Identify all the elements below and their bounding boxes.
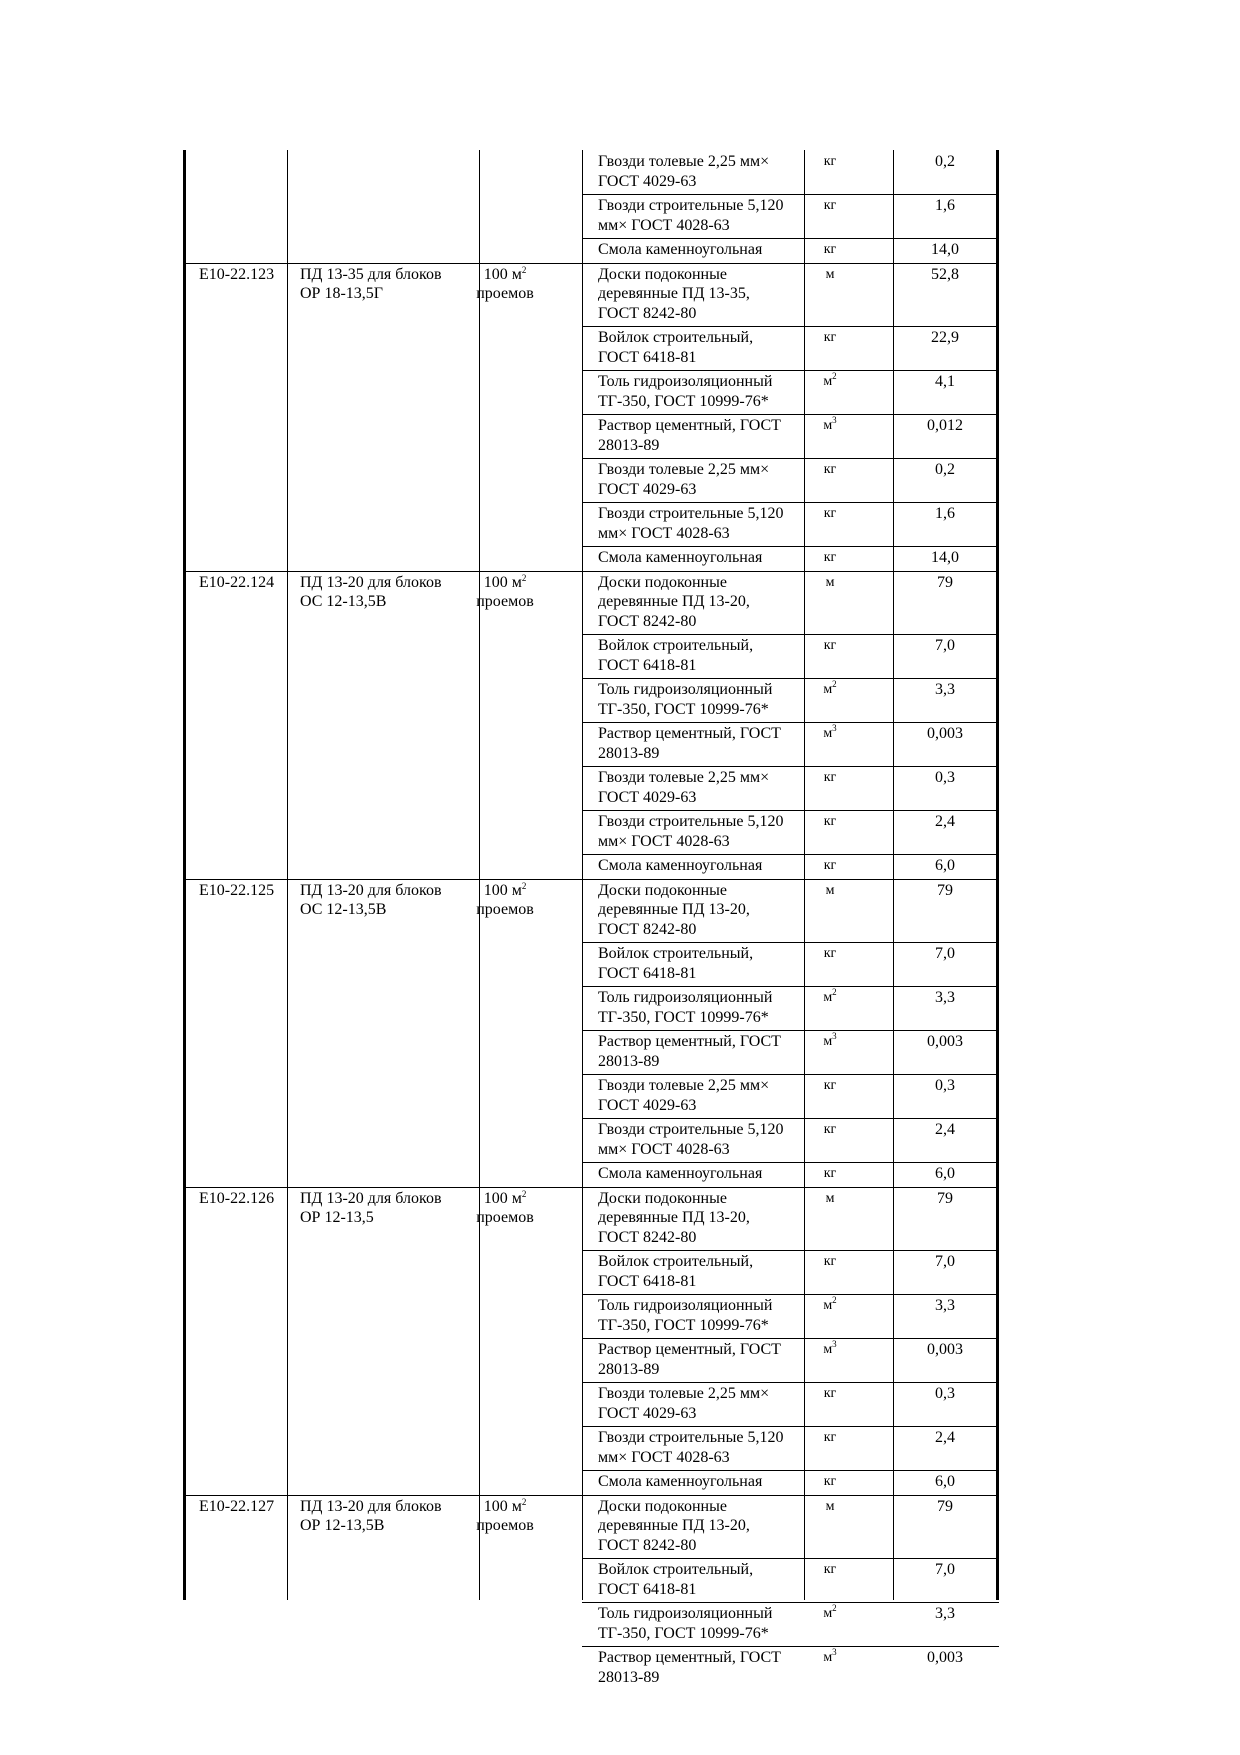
material-name-line: Толь гидроизоляционный [598, 373, 773, 390]
material-unit: кг [823, 946, 837, 961]
material-name-line: Доски подоконные [598, 881, 727, 899]
row-divider [582, 722, 999, 723]
material-name-line: Доски подоконные [598, 1497, 727, 1515]
item-name-line: ПД 13-20 для блоков [300, 1497, 442, 1515]
row-divider [582, 546, 999, 547]
material-name-line: ГОСТ 4029-63 [598, 1404, 697, 1422]
material-quantity: 3,3 [935, 1605, 955, 1622]
row-divider [582, 1426, 999, 1427]
material-unit: кг [823, 1078, 837, 1093]
item-name-line: ОР 12-13,5В [300, 1517, 385, 1534]
material-name-line: ГОСТ 8242-80 [598, 612, 697, 630]
material-unit: м [825, 266, 835, 282]
item-unit-word: проемов [476, 1209, 534, 1226]
material-unit: кг [823, 858, 837, 873]
row-divider [582, 238, 999, 239]
row-divider [582, 766, 999, 767]
material-quantity: 0,3 [935, 1385, 955, 1402]
material-quantity: 2,4 [935, 1429, 955, 1446]
material-quantity: 0,2 [935, 461, 955, 478]
material-quantity: 0,003 [927, 1649, 963, 1666]
material-name-line: Гвозди строительные 5,120 [598, 813, 784, 830]
material-name-line: ТГ-350, ГОСТ 10999-76* [598, 700, 769, 718]
material-quantity: 52,8 [931, 265, 959, 283]
material-name-line: Войлок строительный, [598, 637, 754, 654]
item-unit: 100 $м^2$ [483, 1496, 527, 1515]
material-name-line: Раствор цементный, ГОСТ [598, 1033, 781, 1050]
material-name-line: Доски подоконные [598, 1189, 727, 1207]
material-name-line: Войлок строительный, [598, 1253, 754, 1270]
material-unit: кг [823, 1254, 837, 1269]
material-unit: $м^2$ [823, 679, 837, 697]
material-unit: кг [823, 1430, 837, 1445]
material-quantity: 14,0 [931, 549, 959, 566]
row-divider [582, 1602, 999, 1603]
row-divider [582, 326, 999, 327]
material-name-line: ГОСТ 6418-81 [598, 656, 697, 674]
row-divider [582, 1162, 999, 1163]
material-name-line: Раствор цементный, ГОСТ [598, 1341, 781, 1358]
item-name-line: ОР 12-13,5 [300, 1209, 374, 1226]
item-name-line: ОС 12-13,5В [300, 593, 387, 610]
material-name-line: Доски подоконные [598, 573, 727, 591]
material-name-line: деревянные ПД 13-20, [598, 901, 750, 918]
material-name-line: Толь гидроизоляционный [598, 989, 773, 1006]
material-name-line: мм× ГОСТ 4028-63 [598, 832, 730, 850]
row-divider [582, 458, 999, 459]
material-name-line: Раствор цементный, ГОСТ [598, 417, 781, 434]
material-quantity: 1,6 [935, 505, 955, 522]
material-name-line: Смола каменноугольная [598, 1165, 763, 1182]
material-unit: кг [823, 1122, 837, 1137]
material-quantity: 6,0 [935, 1165, 955, 1182]
material-quantity: 0,003 [927, 725, 963, 742]
material-unit: $м^2$ [823, 987, 837, 1005]
material-unit: кг [823, 330, 837, 345]
material-unit: кг [823, 462, 837, 477]
material-quantity: 0,003 [927, 1341, 963, 1358]
material-quantity: 79 [937, 1497, 953, 1515]
material-quantity: 79 [937, 1189, 953, 1207]
material-name-line: 28013-89 [598, 1052, 660, 1070]
material-unit: м [825, 574, 835, 590]
item-code: Е10-22.124 [199, 573, 275, 591]
material-unit: кг [823, 1386, 837, 1401]
material-name-line: ГОСТ 8242-80 [598, 1228, 697, 1246]
group-divider [183, 1187, 999, 1188]
row-divider [582, 1470, 999, 1471]
table-left-border [183, 150, 186, 1600]
material-name-line: ГОСТ 8242-80 [598, 1536, 697, 1554]
material-unit: кг [823, 198, 837, 213]
material-unit: $м^2$ [823, 371, 837, 389]
material-name-line: ТГ-350, ГОСТ 10999-76* [598, 1008, 769, 1026]
material-quantity: 1,6 [935, 197, 955, 214]
material-name-line: 28013-89 [598, 1360, 660, 1378]
item-unit: 100 $м^2$ [483, 572, 527, 591]
material-unit: м [825, 882, 835, 898]
row-divider [582, 942, 999, 943]
material-name-line: деревянные ПД 13-35, [598, 285, 750, 302]
material-quantity: 0,2 [935, 153, 955, 170]
row-divider [582, 1338, 999, 1339]
item-name-line: ОС 12-13,5В [300, 901, 387, 918]
material-unit: $м^2$ [823, 1603, 837, 1621]
material-unit: $м^3$ [823, 1031, 837, 1049]
material-unit: $м^3$ [823, 1647, 837, 1665]
material-quantity: 2,4 [935, 1121, 955, 1138]
item-name-line: ПД 13-35 для блоков [300, 265, 442, 283]
material-name-line: ТГ-350, ГОСТ 10999-76* [598, 392, 769, 410]
material-name-line: Гвозди толевые 2,25 мм× [598, 769, 770, 786]
item-unit-word: проемов [476, 1517, 534, 1534]
material-unit: кг [823, 1474, 837, 1489]
material-unit: $м^3$ [823, 723, 837, 741]
row-divider [582, 1382, 999, 1383]
material-quantity: 3,3 [935, 1297, 955, 1314]
material-quantity: 6,0 [935, 857, 955, 874]
material-name-line: Раствор цементный, ГОСТ [598, 1649, 781, 1666]
material-name-line: Смола каменноугольная [598, 241, 763, 258]
material-unit: м [825, 1498, 835, 1514]
material-name-line: мм× ГОСТ 4028-63 [598, 216, 730, 234]
row-divider [582, 854, 999, 855]
material-unit: $м^3$ [823, 415, 837, 433]
item-unit-word: проемов [476, 901, 534, 918]
group-divider [183, 571, 999, 572]
material-quantity: 14,0 [931, 241, 959, 258]
row-divider [582, 634, 999, 635]
material-quantity: 0,012 [927, 417, 963, 434]
material-name-line: мм× ГОСТ 4028-63 [598, 524, 730, 542]
material-name-line: ГОСТ 4029-63 [598, 1096, 697, 1114]
material-name-line: 28013-89 [598, 1668, 660, 1686]
material-name-line: Гвозди строительные 5,120 [598, 197, 784, 214]
material-quantity: 0,003 [927, 1033, 963, 1050]
material-name-line: Смола каменноугольная [598, 549, 763, 566]
material-unit: м [825, 1190, 835, 1206]
column-divider [287, 150, 288, 1600]
material-quantity: 79 [937, 573, 953, 591]
item-name-line: ПД 13-20 для блоков [300, 1189, 442, 1207]
material-name-line: ГОСТ 6418-81 [598, 1580, 697, 1598]
row-divider [582, 1558, 999, 1559]
material-name-line: Смола каменноугольная [598, 857, 763, 874]
material-quantity: 22,9 [931, 329, 959, 346]
item-code: Е10-22.126 [199, 1189, 275, 1207]
material-quantity: 4,1 [935, 373, 955, 390]
material-quantity: 7,0 [935, 1561, 955, 1578]
item-unit-word: проемов [476, 593, 534, 610]
item-unit: 100 $м^2$ [483, 880, 527, 899]
row-divider [582, 678, 999, 679]
material-name-line: ГОСТ 8242-80 [598, 920, 697, 938]
material-name-line: деревянные ПД 13-20, [598, 1517, 750, 1534]
material-name-line: ГОСТ 8242-80 [598, 304, 697, 322]
material-name-line: Войлок строительный, [598, 1561, 754, 1578]
material-name-line: Гвозди толевые 2,25 мм× [598, 153, 770, 170]
material-unit: кг [823, 550, 837, 565]
row-divider [582, 194, 999, 195]
row-divider [582, 1250, 999, 1251]
material-name-line: мм× ГОСТ 4028-63 [598, 1140, 730, 1158]
materials-table [183, 150, 999, 1686]
row-divider [582, 1118, 999, 1119]
material-name-line: Войлок строительный, [598, 945, 754, 962]
material-quantity: 7,0 [935, 1253, 955, 1270]
material-name-line: ТГ-350, ГОСТ 10999-76* [598, 1624, 769, 1642]
material-unit: $м^3$ [823, 1339, 837, 1357]
material-name-line: ТГ-350, ГОСТ 10999-76* [598, 1316, 769, 1334]
row-divider [582, 810, 999, 811]
group-divider [183, 1495, 999, 1496]
material-name-line: ГОСТ 4029-63 [598, 172, 697, 190]
material-unit: кг [823, 638, 837, 653]
material-unit: кг [823, 1166, 837, 1181]
row-divider [582, 1030, 999, 1031]
material-name-line: Войлок строительный, [598, 329, 754, 346]
group-divider [183, 263, 999, 264]
material-unit: кг [823, 770, 837, 785]
column-divider [479, 150, 480, 1600]
material-quantity: 7,0 [935, 637, 955, 654]
material-unit: кг [823, 242, 837, 257]
item-name-line: ПД 13-20 для блоков [300, 573, 442, 591]
material-unit: кг [823, 506, 837, 521]
item-name-line: ОР 18-13,5Г [300, 285, 384, 302]
material-name-line: деревянные ПД 13-20, [598, 593, 750, 610]
material-quantity: 7,0 [935, 945, 955, 962]
item-unit-word: проемов [476, 285, 534, 302]
row-divider [582, 1294, 999, 1295]
material-name-line: 28013-89 [598, 744, 660, 762]
material-name-line: деревянные ПД 13-20, [598, 1209, 750, 1226]
row-divider [582, 370, 999, 371]
material-name-line: Смола каменноугольная [598, 1473, 763, 1490]
item-unit: 100 $м^2$ [483, 264, 527, 283]
row-divider [582, 1646, 999, 1647]
material-quantity: 6,0 [935, 1473, 955, 1490]
material-quantity: 0,3 [935, 769, 955, 786]
material-name-line: мм× ГОСТ 4028-63 [598, 1448, 730, 1466]
material-name-line: Гвозди строительные 5,120 [598, 1429, 784, 1446]
material-name-line: 28013-89 [598, 436, 660, 454]
material-name-line: Гвозди строительные 5,120 [598, 1121, 784, 1138]
material-unit: кг [823, 154, 837, 169]
row-divider [582, 414, 999, 415]
material-quantity: 79 [937, 881, 953, 899]
material-name-line: Раствор цементный, ГОСТ [598, 725, 781, 742]
material-name-line: ГОСТ 6418-81 [598, 1272, 697, 1290]
material-quantity: 3,3 [935, 989, 955, 1006]
item-code: Е10-22.125 [199, 881, 275, 899]
group-divider [183, 879, 999, 880]
row-divider [582, 1074, 999, 1075]
material-quantity: 3,3 [935, 681, 955, 698]
material-unit: $м^2$ [823, 1295, 837, 1313]
material-name-line: Гвозди толевые 2,25 мм× [598, 1077, 770, 1094]
material-name-line: ГОСТ 6418-81 [598, 964, 697, 982]
material-name-line: Толь гидроизоляционный [598, 1297, 773, 1314]
material-name-line: Гвозди толевые 2,25 мм× [598, 1385, 770, 1402]
material-name-line: Толь гидроизоляционный [598, 1605, 773, 1622]
material-name-line: ГОСТ 4029-63 [598, 480, 697, 498]
material-name-line: Доски подоконные [598, 265, 727, 283]
row-divider [582, 986, 999, 987]
material-unit: кг [823, 814, 837, 829]
item-unit: 100 $м^2$ [483, 1188, 527, 1207]
item-code: Е10-22.123 [199, 265, 275, 283]
material-name-line: ГОСТ 4029-63 [598, 788, 697, 806]
material-name-line: Гвозди строительные 5,120 [598, 505, 784, 522]
material-name-line: Гвозди толевые 2,25 мм× [598, 461, 770, 478]
item-name-line: ПД 13-20 для блоков [300, 881, 442, 899]
material-name-line: Толь гидроизоляционный [598, 681, 773, 698]
material-quantity: 2,4 [935, 813, 955, 830]
row-divider [582, 502, 999, 503]
material-quantity: 0,3 [935, 1077, 955, 1094]
material-name-line: ГОСТ 6418-81 [598, 348, 697, 366]
item-code: Е10-22.127 [199, 1497, 275, 1515]
material-unit: кг [823, 1562, 837, 1577]
